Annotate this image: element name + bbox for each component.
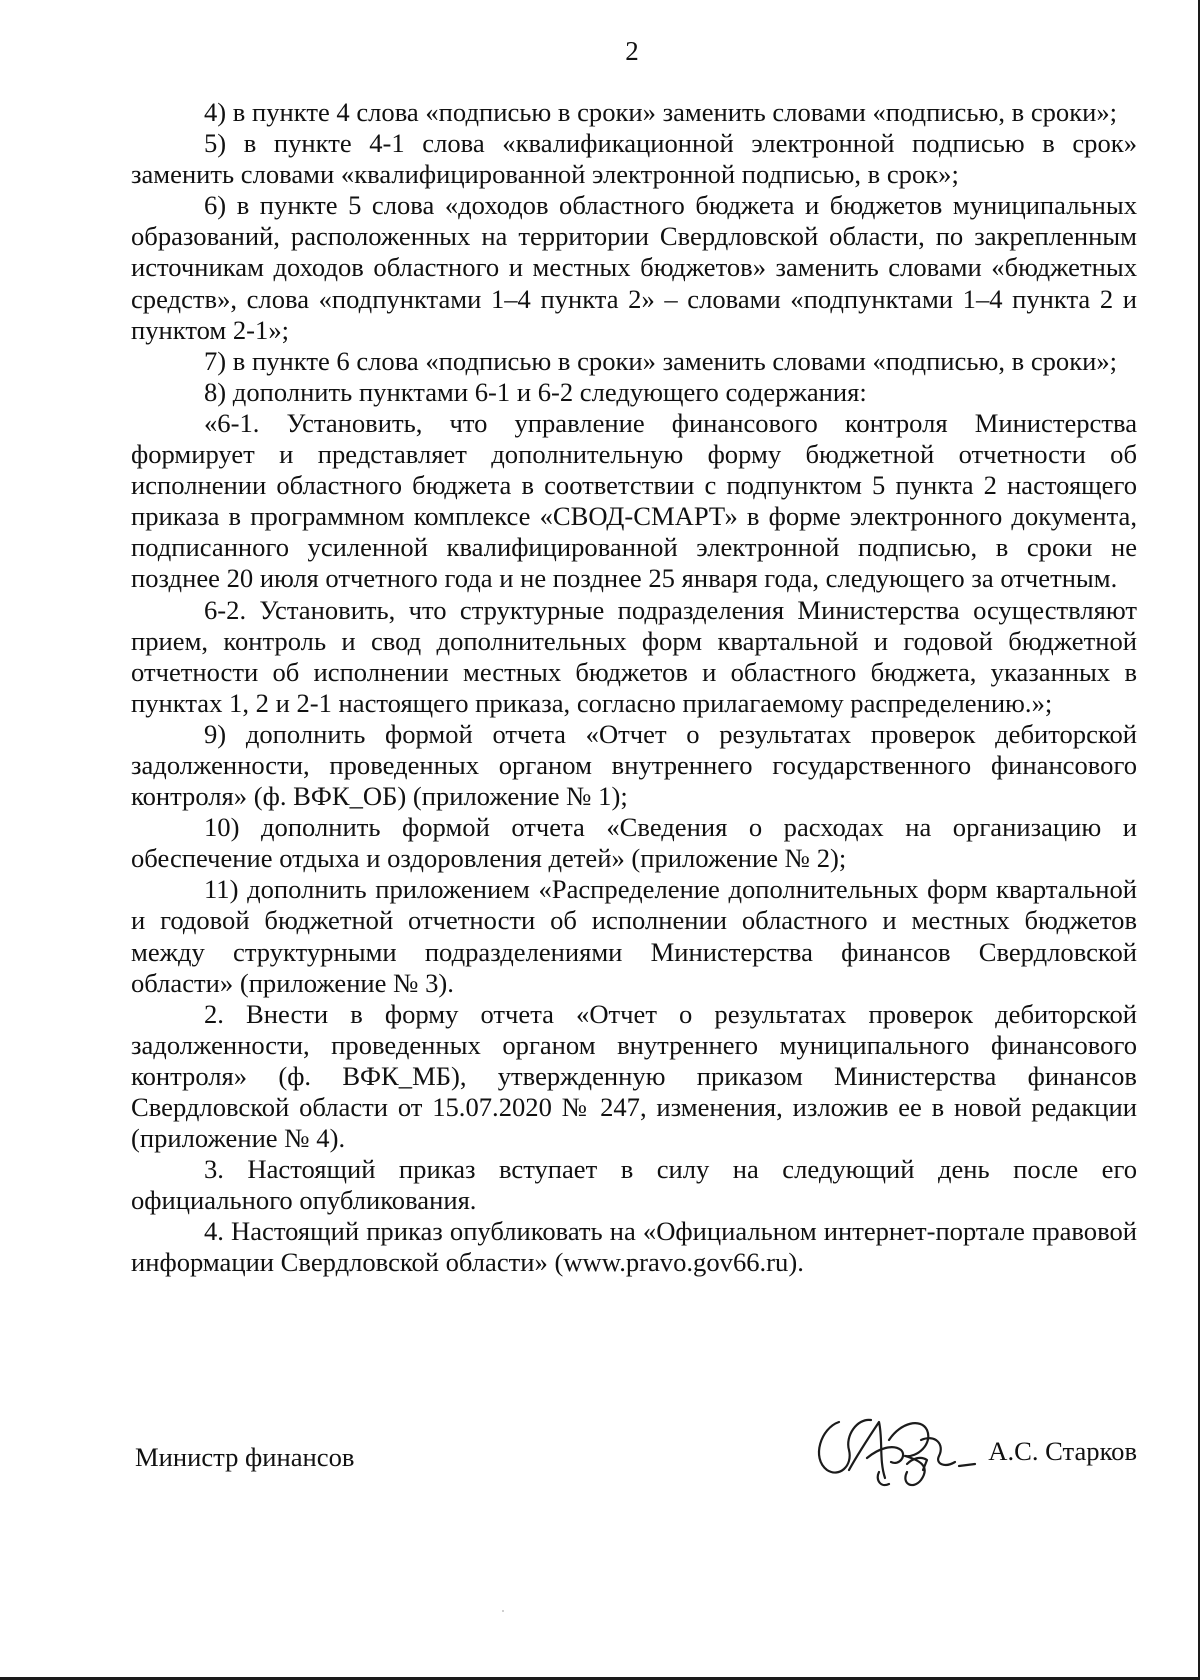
- paragraph-item-8: 8) дополнить пунктами 6-1 и 6-2 следующего содержания:: [204, 376, 867, 407]
- paragraph-clause-6-1: «6-1. Установить, что управление финансового контроля Министерства формирует и представляет дополнительную форму бюджетной отчетности об исполнении областного бюджета в соответствии с подпунктом 5 пункта 2 настоящего приказа в программном комплексе «СВОД-СМАРТ» в форме электронного документа, подписанного усиленной квалифицированной электронной подписью, в сроки не позднее 20 июля отчетного года и не позднее 25 января года, следующего за отчетным.: [131, 407, 1137, 594]
- scan-speck: [502, 1610, 504, 1612]
- paragraph-clause-6-2: 6-2. Установить, что структурные подразделения Министерства осуществляют прием, контроль и свод дополнительных форм квартальной и годовой бюджетной отчетности об исполнении местных бюджетов и областного бюджета, указанных в пунктах 1, 2 и 2-1 настоящего приказа, согласно прилагаемому распределению.»;: [131, 594, 1137, 718]
- paragraph-item-9: 9) дополнить формой отчета «Отчет о результатах проверок дебиторской задолженности, проведенных органом внутреннего государственного финансового контроля» (ф. ВФК_ОБ) (приложение № 1);: [131, 718, 1137, 812]
- paragraph-item-5: 5) в пункте 4-1 слова «квалификационной электронной подписью в срок» заменить словами «квалифицированной электронной подписью, в срок»;: [131, 128, 1137, 190]
- handwritten-signature: [809, 1400, 979, 1500]
- paragraph-section-2: 2. Внести в форму отчета «Отчет о результатах проверок дебиторской задолженности, проведенных органом внутреннего муниципального финансового контроля» (ф. ВФК_МБ), утвержденную приказом Министерства финансов Свердловской области от 15.07.2020 № 247, изменения, изложив ее в новой редакции (приложение № 4).: [131, 998, 1137, 1154]
- paragraph-item-6: 6) в пункте 5 слова «доходов областного бюджета и бюджетов муниципальных образований, расположенных на территории Свердловской области, по закрепленным источникам доходов областного и местных бюджетов» заменить словами «бюджетных средств», слова «подпунктами 1–4 пункта 2» – словами «подпунктами 1–4 пункта 2 и пунктом 2-1»;: [131, 190, 1137, 345]
- paragraph-section-4: 4. Настоящий приказ опубликовать на «Официальном интернет-портале правовой информации Свердловской области» (www.pravo.gov66.ru).: [131, 1216, 1137, 1278]
- signer-title: Министр финансов: [135, 1442, 355, 1472]
- page-number: 2: [625, 36, 639, 66]
- document-body: [131, 97, 1137, 1279]
- paragraph-item-10: 10) дополнить формой отчета «Сведения о расходах на организацию и обеспечение отдыха и оздоровления детей» (приложение № 2);: [131, 812, 1137, 874]
- paragraph-section-3: 3. Настоящий приказ вступает в силу на следующий день после его официального опубликования.: [131, 1154, 1137, 1216]
- signature-block: [131, 1400, 1137, 1510]
- paragraph-item-11: 11) дополнить приложением «Распределение дополнительных форм квартальной и годовой бюджетной отчетности об исполнении областного и местных бюджетов между структурными подразделениями Министерства финансов Свердловской области» (приложение № 3).: [131, 874, 1137, 998]
- paragraph-item-4: 4) в пункте 4 слова «подписью в сроки» заменить словами «подписью, в сроки»;: [204, 97, 1118, 127]
- signer-name: А.С. Старков: [988, 1436, 1137, 1466]
- paragraph-item-7: 7) в пункте 6 слова «подписью в сроки» заменить словами «подписью, в сроки»;: [204, 345, 1118, 376]
